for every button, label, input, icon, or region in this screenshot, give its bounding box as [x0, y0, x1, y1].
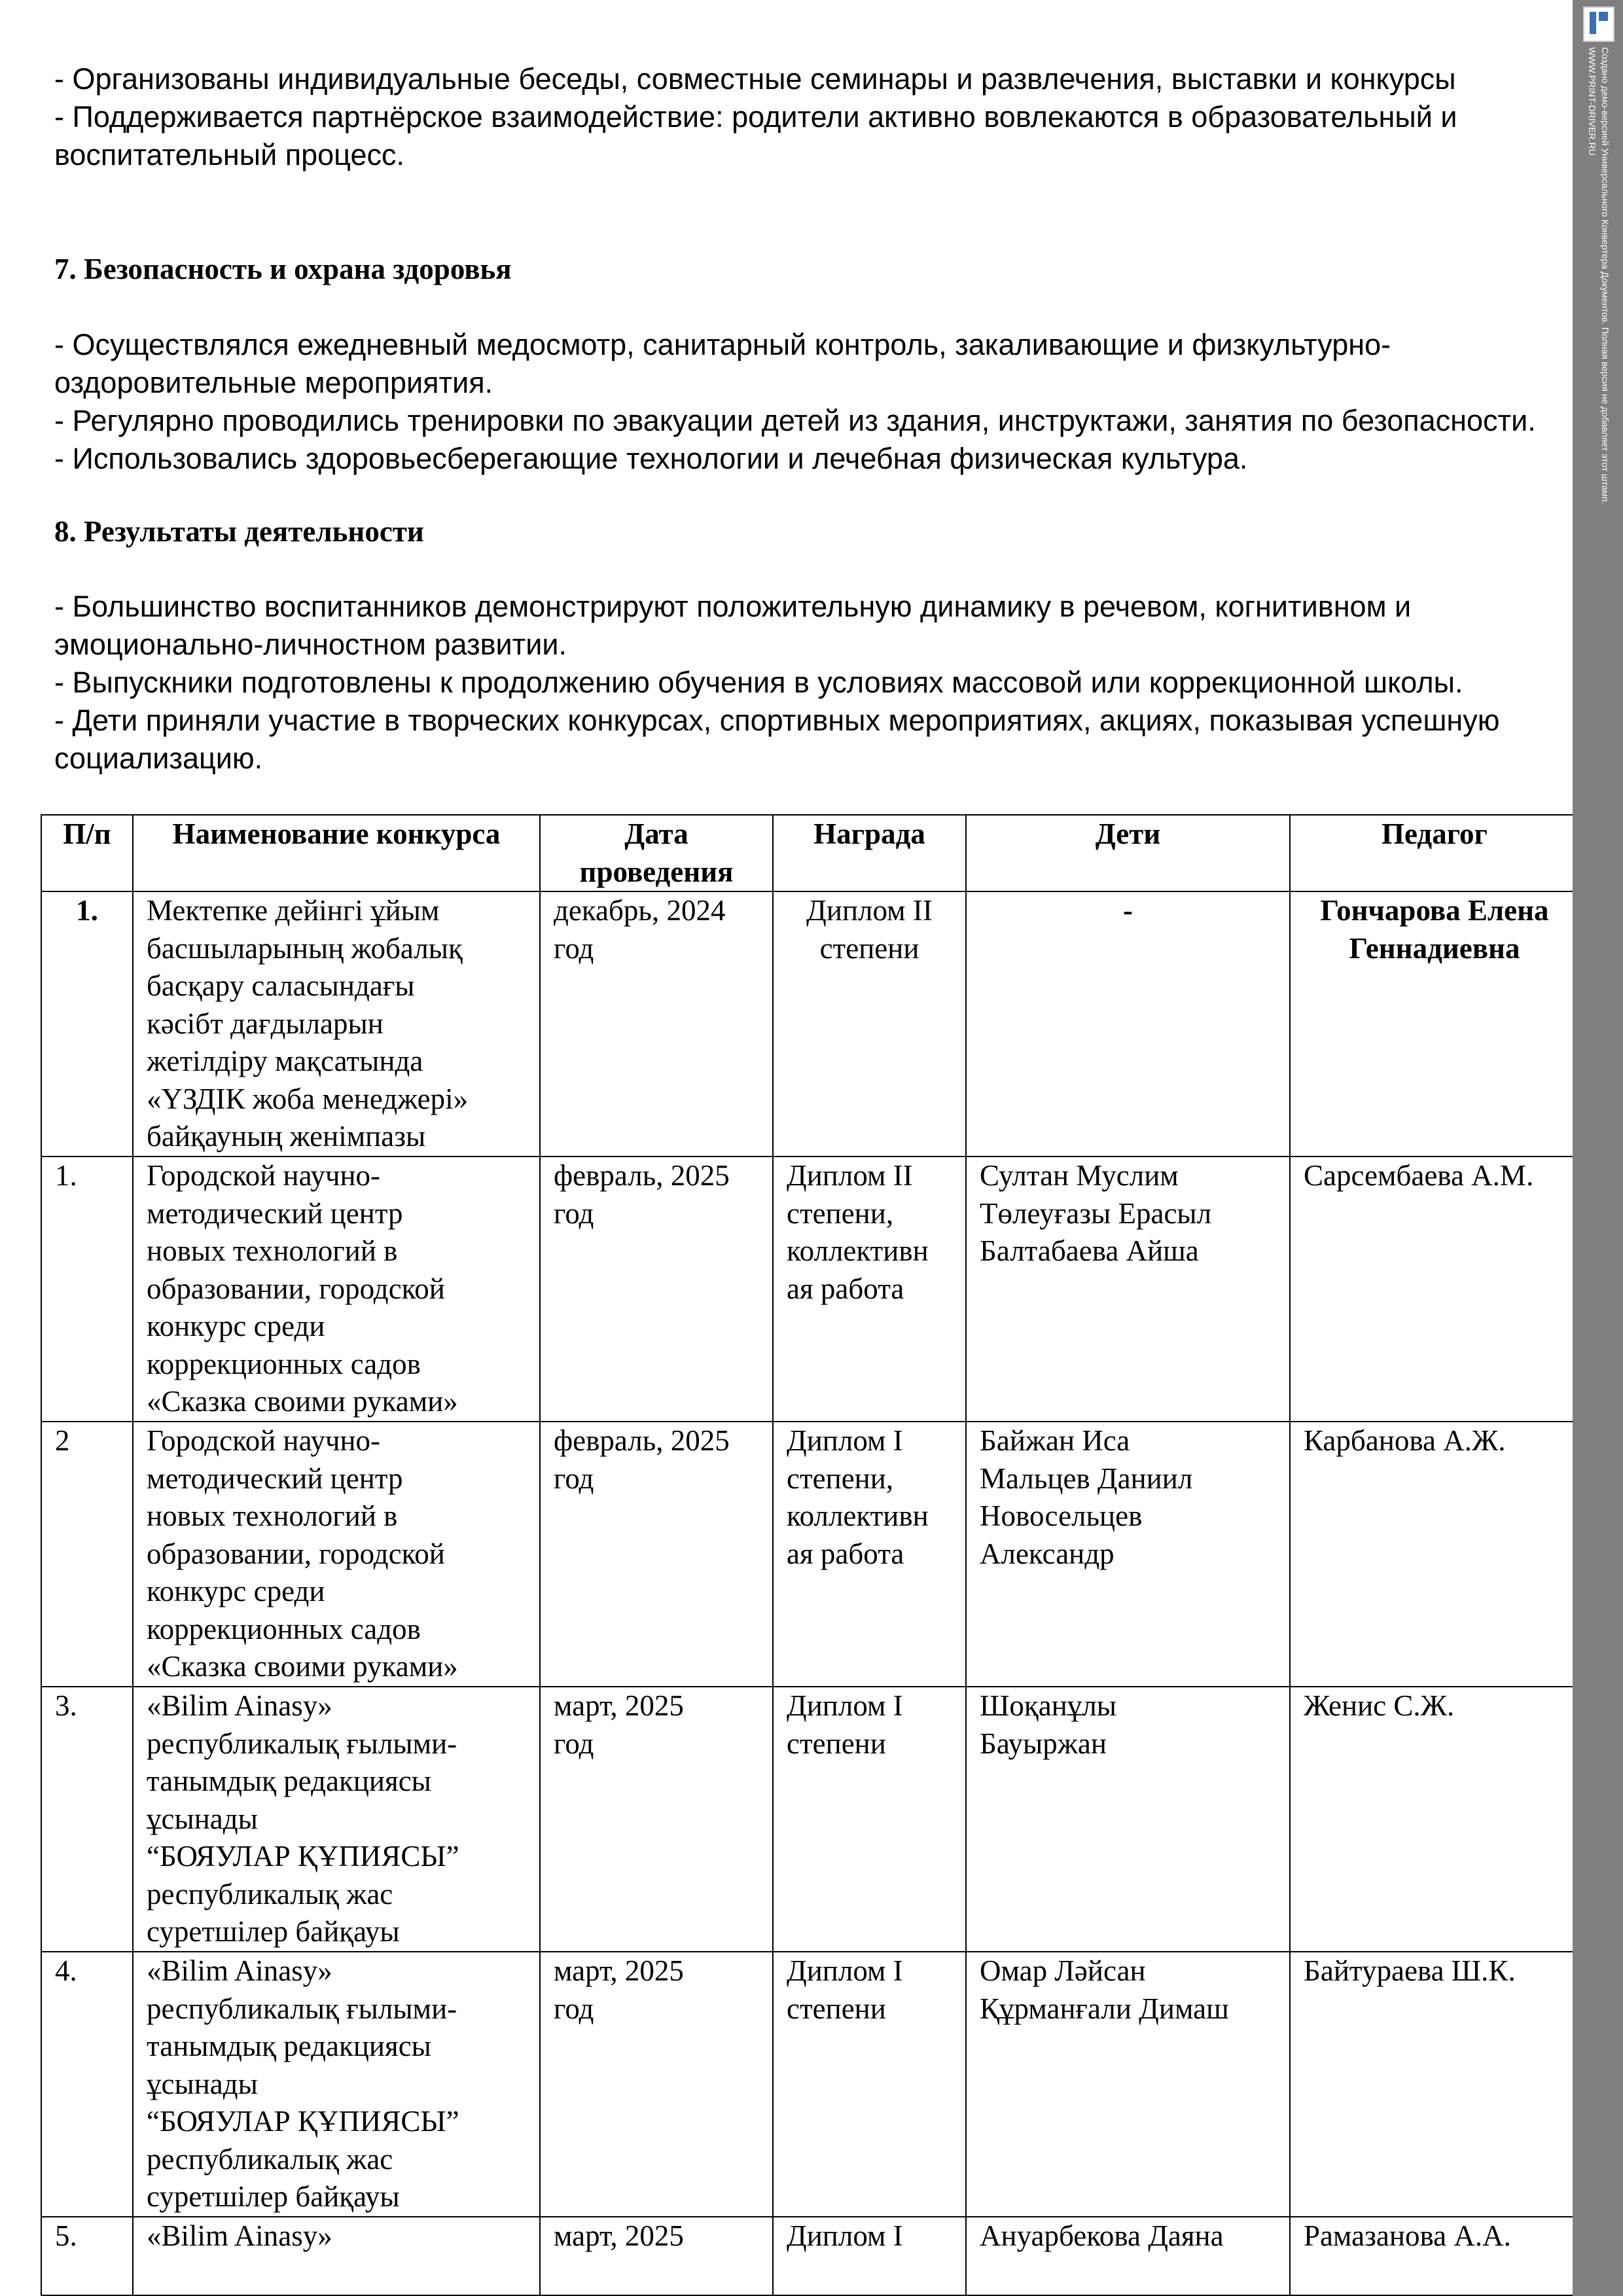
cell-competition-name: «Bilim Ainasy» республикалық ғылыми- танымдық редакциясы ұсынады “БОЯУЛАР ҚҰПИЯСЫ” республикалық жас суретшілер байқауы	[133, 1952, 540, 2217]
section-7-line: - Осуществлялся ежедневный медосмотр, санитарный контроль, закаливающие и физкультурно-	[54, 328, 1391, 361]
cell-num: 3.	[41, 1687, 133, 1952]
cell-competition-name: «Bilim Ainasy» республикалық ғылыми- танымдық редакциясы ұсынады “БОЯУЛАР ҚҰПИЯСЫ” республикалық жас суретшілер байқауы	[133, 1687, 540, 1952]
cell-teacher: Сарсембаева А.М.	[1290, 1157, 1579, 1422]
section-7-paragraph	[54, 326, 1579, 478]
header-num: П/п	[41, 815, 133, 891]
section-8-line: - Выпускники подготовлены к продолжению обучения в условиях массовой или коррекционной школы.	[54, 666, 1463, 699]
cell-date: декабрь, 2024 год	[540, 891, 773, 1157]
table-row	[41, 891, 1579, 1157]
cell-children: Байжан Иса Мальцев Даниил Новосельцев Александр	[966, 1422, 1290, 1687]
header-name: Наименование конкурса	[133, 815, 540, 891]
cell-num: 1.	[41, 891, 133, 1157]
section-7-line: - Использовались здоровьесберегающие технологии и лечебная физическая культура.	[54, 442, 1248, 475]
intro-paragraph	[54, 60, 1579, 174]
cell-date: март, 2025	[540, 2217, 773, 2295]
cell-num: 1.	[41, 1157, 133, 1422]
cell-num: 4.	[41, 1952, 133, 2217]
cell-teacher: Карбанова А.Ж.	[1290, 1422, 1579, 1687]
cell-children: Шоқанұлы Бауыржан	[966, 1687, 1290, 1952]
cell-date: март, 2025 год	[540, 1952, 773, 2217]
cell-date: март, 2025 год	[540, 1687, 773, 1952]
cell-teacher: Рамазанова А.А.	[1290, 2217, 1579, 2295]
cell-children: Омар Ләйсан Құрманғали Димаш	[966, 1952, 1290, 2217]
cell-award: Диплом I степени	[773, 1952, 966, 2217]
cell-award: Диплом II степени, коллективн ая работа	[773, 1157, 966, 1422]
cell-teacher: Байтураева Ш.К.	[1290, 1952, 1579, 2217]
stamp-text: Создано демо-версией Универсального Конвертера Документов. Полная версия не добавляет этот штамп. WWW.PRINT-DRIVER.RU	[1587, 47, 1611, 505]
table-row	[41, 1952, 1579, 2217]
section-7-line: оздоровительные мероприятия.	[54, 366, 493, 399]
cell-date: февраль, 2025 год	[540, 1157, 773, 1422]
section-7-heading: 7. Безопасность и охрана здоровья	[54, 253, 512, 285]
table-row	[41, 1687, 1579, 1952]
awards-table-body	[41, 891, 1579, 2295]
cell-children: Султан Муслим Төлеуғазы Ерасыл Балтабаева Айша	[966, 1157, 1290, 1422]
section-8-paragraph	[54, 588, 1579, 778]
header-teacher: Педагог	[1290, 815, 1579, 891]
cell-num: 2	[41, 1422, 133, 1687]
awards-table	[41, 814, 1580, 2296]
cell-competition-name: Городской научно- методический центр новых технологий в образовании, городской конкурс среди коррекционных садов «Сказка своими руками»	[133, 1422, 540, 1687]
document-converter-logo-icon	[1583, 7, 1614, 42]
cell-teacher: Женис С.Ж.	[1290, 1687, 1579, 1952]
section-7-line: - Регулярно проводились тренировки по эвакуации детей из здания, инструктажи, занятия по безопасности.	[54, 404, 1536, 437]
section-8-line: социализацию.	[54, 742, 263, 775]
cell-competition-name: «Bilim Ainasy»	[133, 2217, 540, 2295]
cell-children: -	[966, 891, 1290, 1157]
header-children: Дети	[966, 815, 1290, 891]
intro-line: воспитательный процесс.	[54, 138, 404, 171]
cell-competition-name: Городской научно- методический центр новых технологий в образовании, городской конкурс среди коррекционных садов «Сказка своими руками»	[133, 1157, 540, 1422]
intro-line: - Поддерживается партнёрское взаимодействие: родители активно вовлекаются в образовательный и	[54, 100, 1457, 134]
cell-award: Диплом I степени	[773, 1687, 966, 1952]
intro-line: - Организованы индивидуальные беседы, совместные семинары и развлечения, выставки и конкурсы	[54, 62, 1456, 96]
table-row	[41, 2217, 1579, 2295]
table-row	[41, 1157, 1579, 1422]
cell-award: Диплом II степени	[773, 891, 966, 1157]
table-header-row	[41, 815, 1579, 891]
cell-children: Ануарбекова Даяна	[966, 2217, 1290, 2295]
cell-competition-name: Мектепке дейінгі ұйым басшыларының жобалық басқару саласындағы кәсібт дағдыларын жетілдіру мақсатында «ҮЗДІК жоба менеджері» байқауның женімпазы	[133, 891, 540, 1157]
header-award: Награда	[773, 815, 966, 891]
header-date: Дата проведения	[540, 815, 773, 891]
section-8-line: - Дети приняли участие в творческих конкурсах, спортивных мероприятиях, акциях, показывая успешную	[54, 704, 1500, 737]
cell-award: Диплом I	[773, 2217, 966, 2295]
cell-teacher: Гончарова Елена Геннадиевна	[1290, 891, 1579, 1157]
cell-date: февраль, 2025 год	[540, 1422, 773, 1687]
section-8-line: эмоционально-личностном развитии.	[54, 628, 567, 661]
section-8-line: - Большинство воспитанников демонстрируют положительную динамику в речевом, когнитивном и	[54, 590, 1412, 623]
cell-award: Диплом I степени, коллективн ая работа	[773, 1422, 966, 1687]
table-row	[41, 1422, 1579, 1687]
section-8-heading: 8. Результаты деятельности	[54, 515, 424, 548]
converter-stamp-sidebar	[1573, 0, 1623, 2296]
cell-num: 5.	[41, 2217, 133, 2295]
